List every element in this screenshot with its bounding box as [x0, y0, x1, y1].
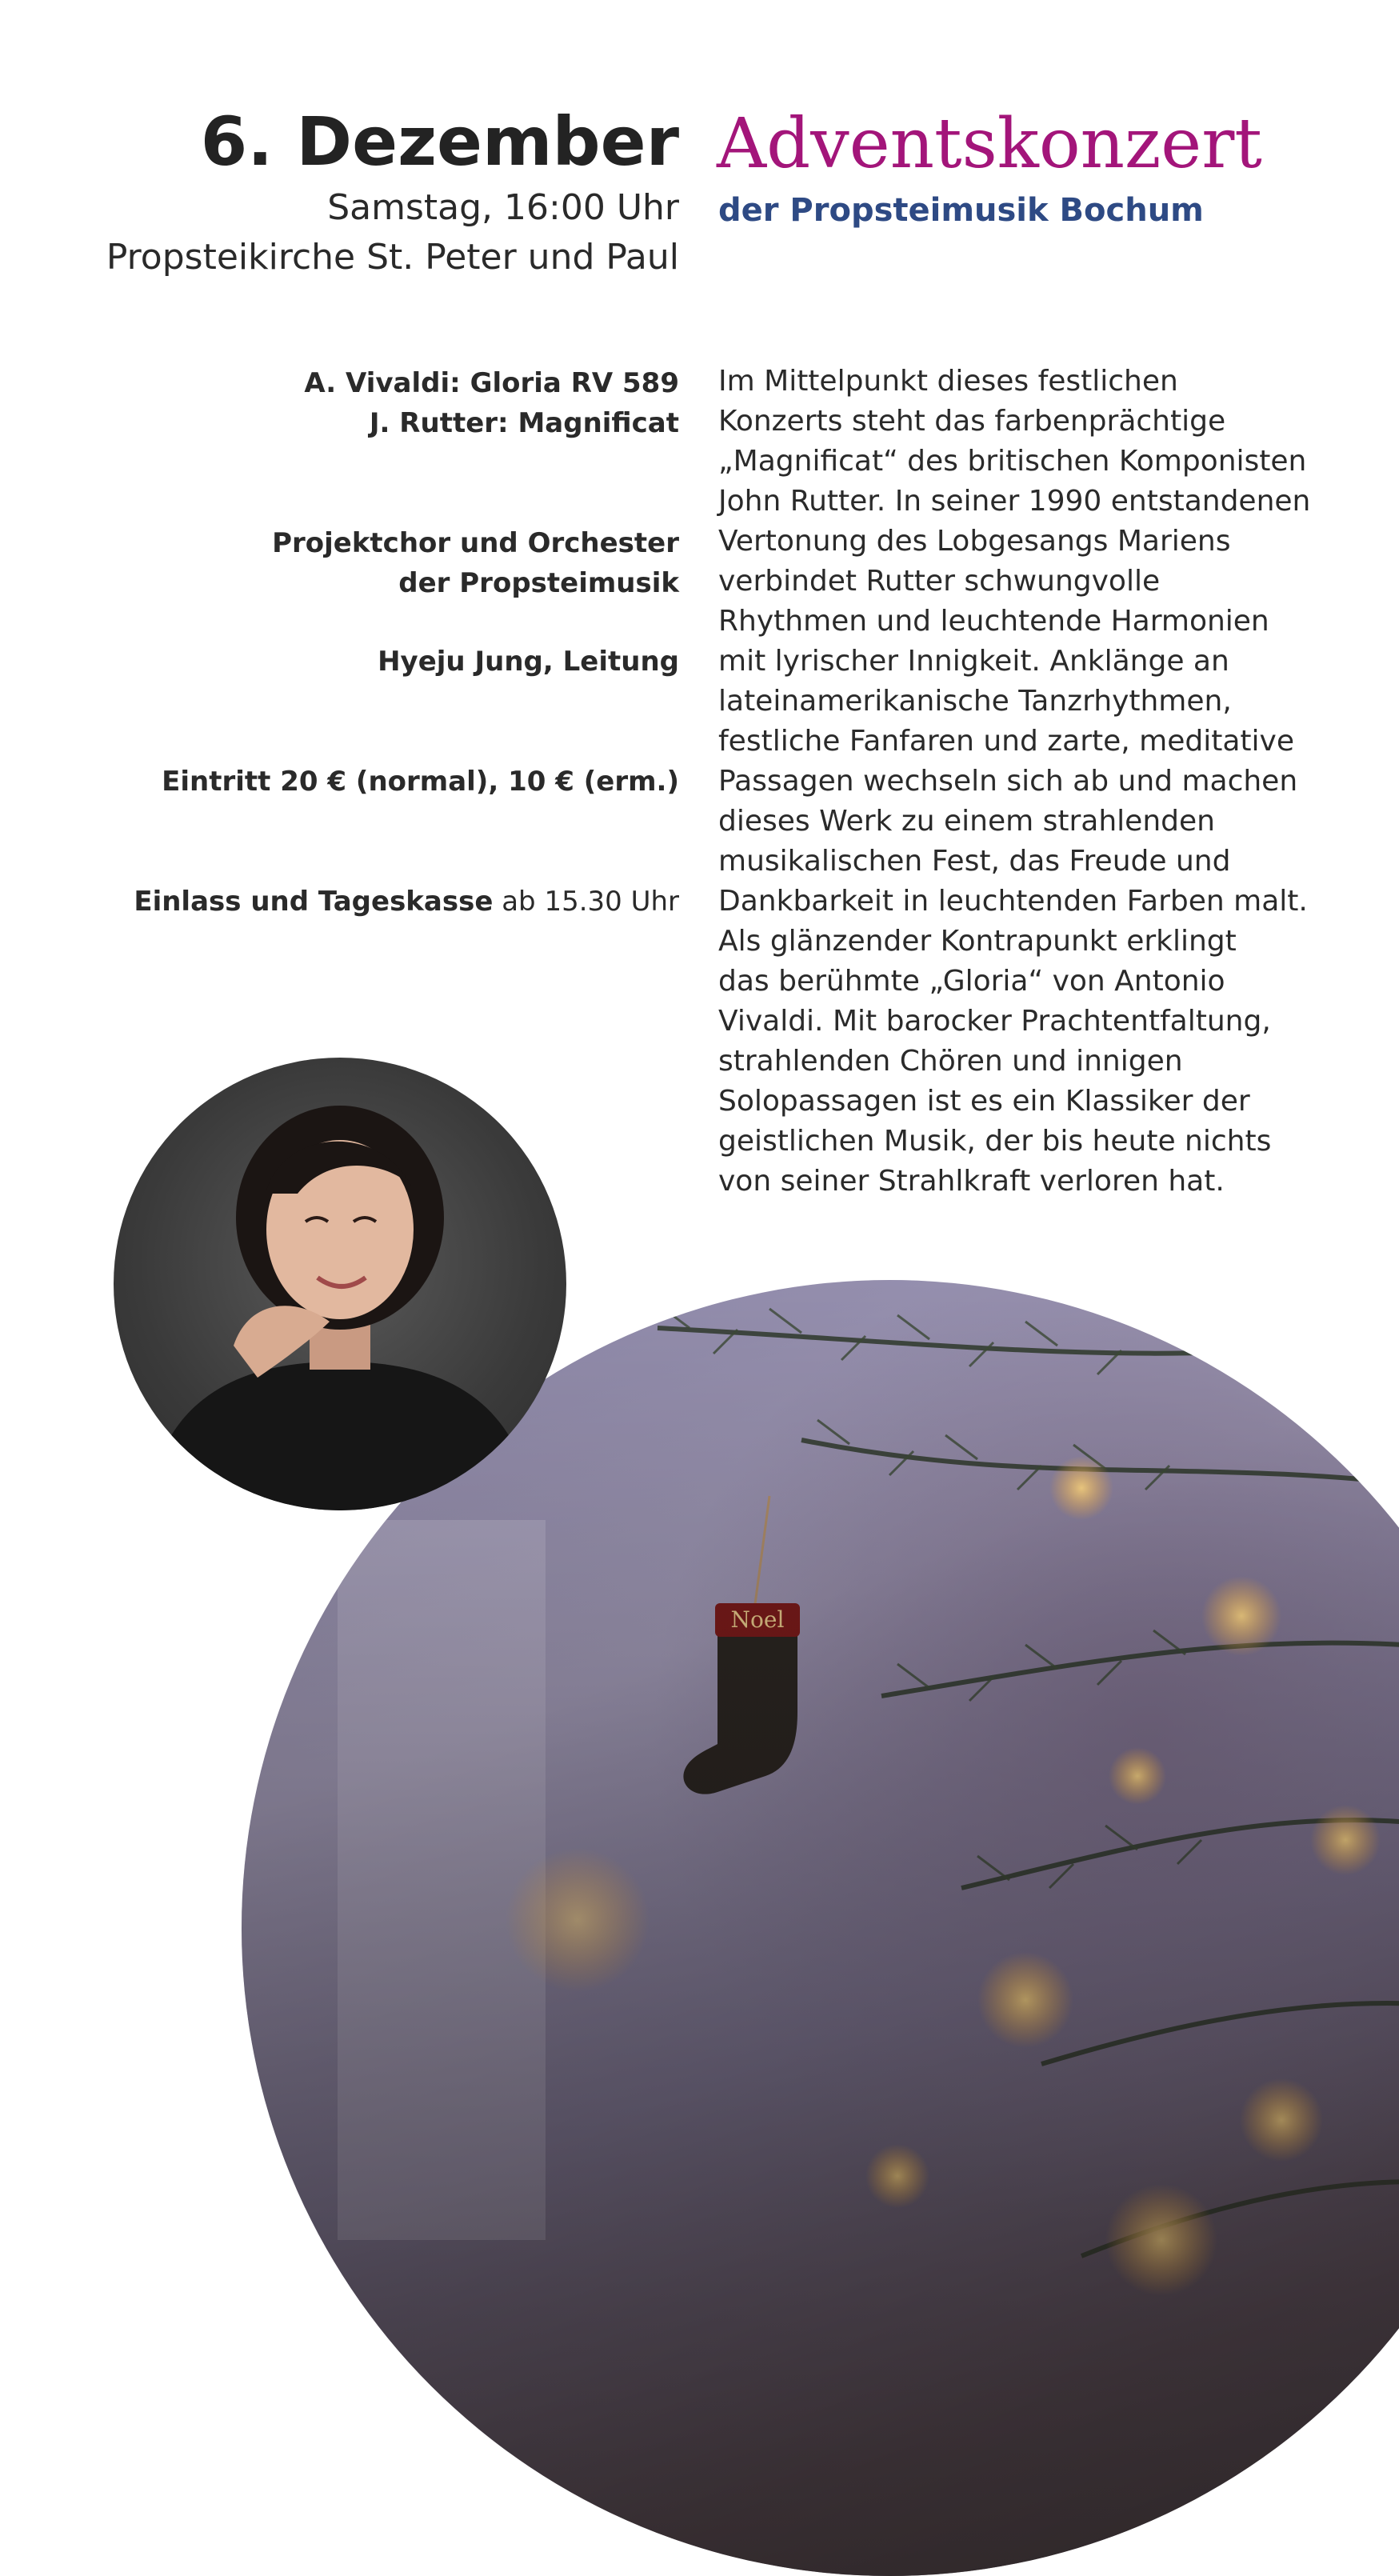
description-line: musikalischen Fest, das Freude und	[718, 845, 1231, 878]
entry-time: ab 15.30 Uhr	[502, 886, 679, 918]
description-line: geistlichen Musik, der bis heute nichts	[718, 1125, 1272, 1158]
conductor	[378, 642, 679, 682]
description-line: das berühmte „Gloria“ von Antonio	[718, 965, 1225, 998]
program	[304, 363, 679, 443]
description-line: festliche Fanfaren und zarte, meditative	[718, 725, 1294, 758]
conductor-portrait	[114, 1058, 566, 1510]
admission	[162, 762, 679, 802]
description	[718, 362, 1311, 1202]
description-line: mit lyrischer Innigkeit. Anklänge an	[718, 645, 1229, 678]
description-line: „Magnificat“ des britischen Komponisten	[718, 445, 1307, 478]
description-line: Passagen wechseln sich ab und machen	[718, 765, 1298, 798]
description-line: Dankbarkeit in leuchtenden Farben malt.	[718, 885, 1308, 918]
description-line: Solopassagen ist es ein Klassiker der	[718, 1085, 1250, 1118]
entry-label: Einlass und Tageskasse	[134, 886, 494, 918]
description-line: Als glänzender Kontrapunkt erklingt	[718, 925, 1237, 958]
description-line: Vivaldi. Mit barocker Prachtentfaltung,	[718, 1005, 1271, 1038]
entry-info	[134, 882, 679, 922]
program-line-1: A. Vivaldi: Gloria RV 589	[304, 367, 679, 399]
concert-subtitle: der Propsteimusik Bochum	[718, 192, 1204, 229]
description-line: Vertonung des Lobgesangs Mariens	[718, 525, 1231, 558]
performers	[272, 523, 679, 603]
description-line: dieses Werk zu einem strahlenden	[718, 805, 1215, 838]
description-line: John Rutter. In seiner 1990 entstandenen	[718, 485, 1311, 518]
description-line: von seiner Strahlkraft verloren hat.	[718, 1165, 1225, 1198]
description-line: Konzerts steht das farbenprächtige	[718, 405, 1226, 438]
concert-title: Adventskonzert	[717, 104, 1262, 184]
performers-line-1: Projektchor und Orchester	[272, 527, 679, 559]
description-line: strahlenden Chören und innigen	[718, 1045, 1183, 1078]
venue: Propsteikirche St. Peter und Paul	[106, 237, 679, 278]
performers-line-2: der Propsteimusik	[398, 567, 679, 599]
program-line-2: J. Rutter: Magnificat	[369, 407, 679, 439]
description-line: Im Mittelpunkt dieses festlichen	[718, 365, 1178, 398]
day-time: Samstag, 16:00 Uhr	[327, 187, 679, 228]
admission-text: Eintritt 20 € (normal), 10 € (erm.)	[162, 766, 679, 798]
description-line: lateinamerikanische Tanzrhythmen,	[718, 685, 1232, 718]
conductor-text: Hyeju Jung, Leitung	[378, 646, 679, 678]
description-line: verbindet Rutter schwungvolle	[718, 565, 1161, 598]
concert-date: 6. Dezember	[200, 102, 679, 181]
description-line: Rhythmen und leuchtende Harmonien	[718, 605, 1269, 638]
